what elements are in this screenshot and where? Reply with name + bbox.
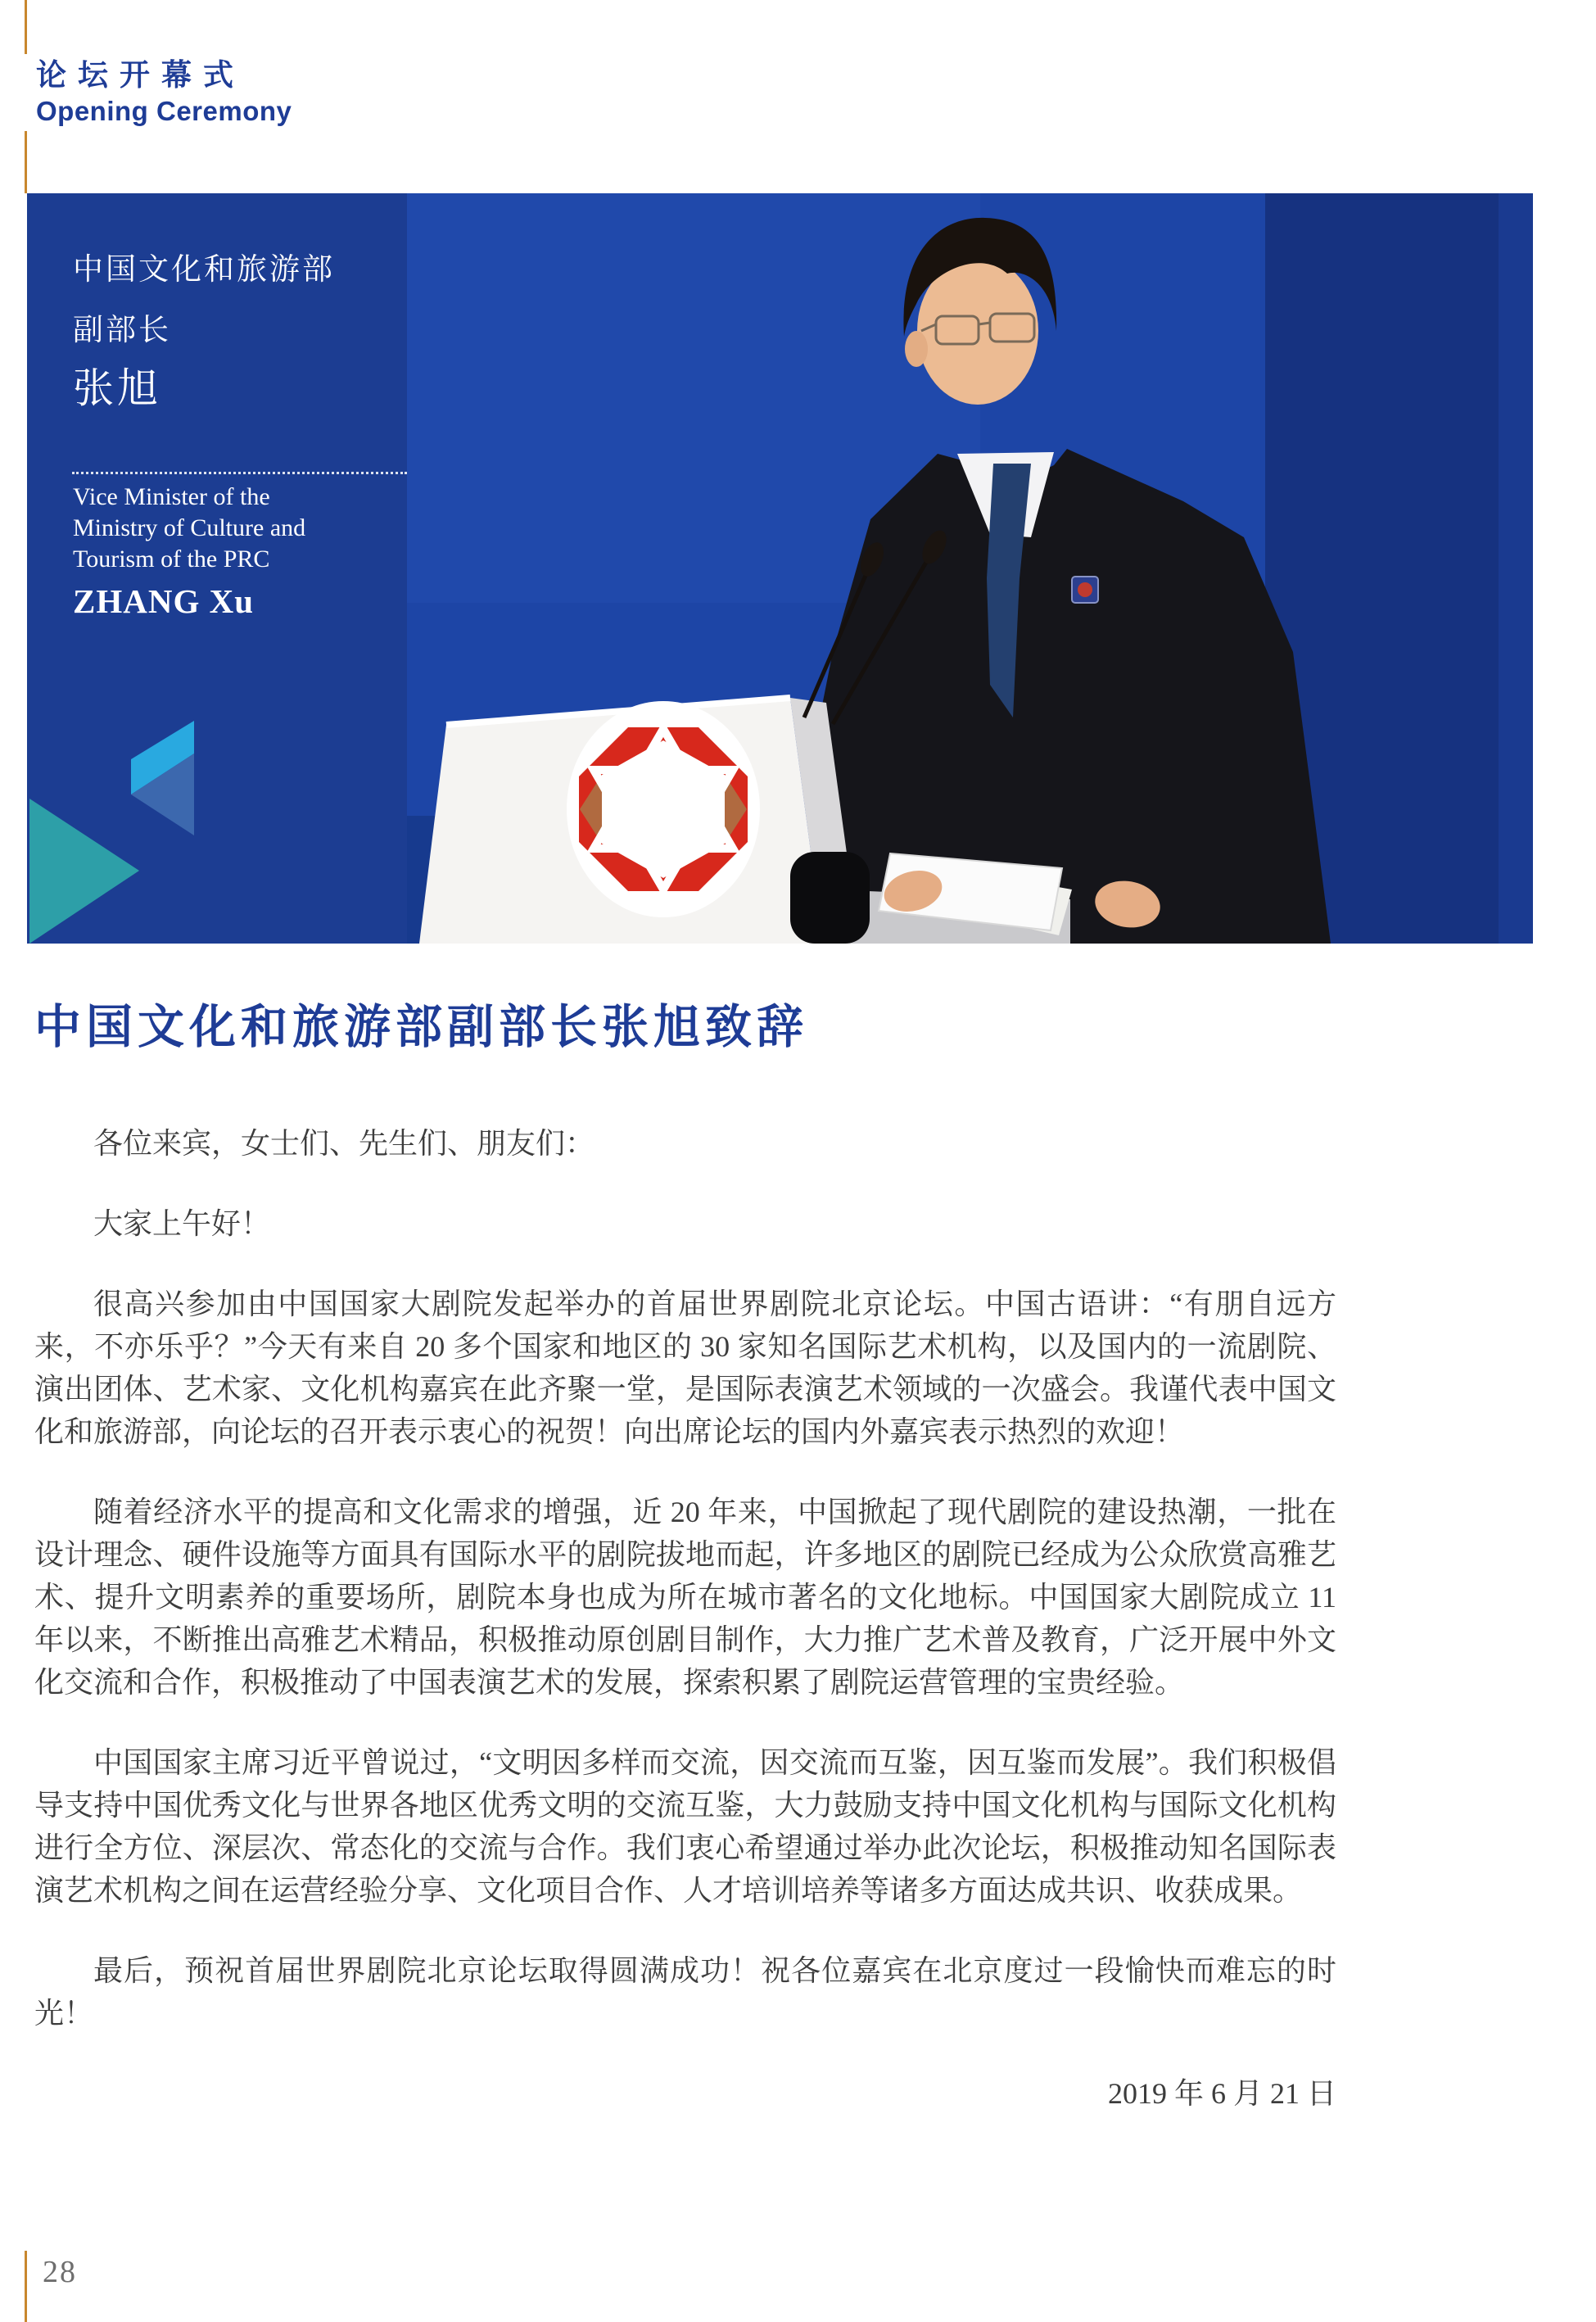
- section-title-zh: 论坛开幕式: [36, 58, 245, 92]
- speech-body: [34, 1122, 1336, 2152]
- speaker-org-zh: 中国文化和旅游部: [73, 253, 335, 287]
- speech-paragraph: 中国国家主席习近平曾说过，“文明因多样而交流，因交流而互鉴，因互鉴而发展”。我们积极倡导支持中国优秀文化与世界各地区优秀文明的交流互鉴，大力鼓励支持中国文化机构与国际文化机构进行全方位、深层次、常态化的交流与合作。我们衷心希望通过举办此次论坛，积极推动知名国际表演艺术机构之间在运营经验分享、文化项目合作、人才培训培养等诸多方面达成共识、收获成果。: [34, 1746, 1336, 1907]
- speaker-title-en-line1: Vice Minister of the: [73, 483, 270, 510]
- speaker-info-panel: [27, 193, 407, 944]
- ear: [905, 331, 928, 367]
- left-margin-rule-mid: [25, 131, 27, 193]
- speaker-role-zh: 副部长: [73, 314, 171, 347]
- lapel-pin-icon: [1072, 577, 1098, 603]
- ncpa-logo: [567, 701, 760, 917]
- section-title-en: Opening Ceremony: [36, 96, 292, 126]
- teal-triangle-icon: [29, 799, 139, 944]
- speech-paragraph: 很高兴参加由中国国家大剧院发起举办的首届世界剧院北京论坛。中国古语讲：“有朋自远方来，不亦乐乎？”今天有来自 20 多个国家和地区的 30 家知名国际艺术机构，以及国内的一流剧院、演出团体、艺术家、文化机构嘉宾在此齐聚一堂，是国际表演艺术领域的一次盛会。我谨代表中国文化和旅游部，向论坛的召开表示衷心的祝贺！向出席论坛的国内外嘉宾表示热烈的欢迎！: [34, 1288, 1336, 1448]
- page-number: 28: [43, 2255, 77, 2289]
- mic-base: [790, 852, 870, 944]
- corner-decoration: [27, 193, 407, 944]
- stage-photo: [407, 193, 1533, 944]
- left-margin-rule-bottom: [25, 2251, 27, 2322]
- speech-date: 2019 年 6 月 21 日: [1107, 2077, 1336, 2110]
- stage-photo-scene: [407, 193, 1533, 944]
- photo-block: [27, 193, 1533, 944]
- speaker-title-en-line3: Tourism of the PRC: [73, 545, 270, 573]
- speaker-name-en: ZHANG Xu: [73, 582, 255, 620]
- section-header: [36, 57, 292, 129]
- speech-paragraph: 最后，预祝首届世界剧院北京论坛取得圆满成功！祝各位嘉宾在北京度过一段愉快而难忘的时光！: [34, 1954, 1336, 2030]
- speaker-name-zh: 张旭: [73, 365, 161, 411]
- backdrop-edge-band: [1499, 193, 1533, 944]
- speech-paragraph: 大家上午好！: [93, 1207, 271, 1240]
- speech-paragraph: 随着经济水平的提高和文化需求的增强，近 20 年来，中国掀起了现代剧院的建设热潮，一批在设计理念、硬件设施等方面具有国际水平的剧院拔地而起，许多地区的剧院已经成为公众欣赏高雅艺术、提升文明素养的重要场所，剧院本身也成为所在城市著名的文化地标。中国国家大剧院成立 11 年以来，不断推出高雅艺术精品，积极推动原创剧目制作，大力推广艺术普及教育，广泛开展中外文化交流和合作，积极推动了中国表演艺术的发展，探索积累了剧院运营管理的宝贵经验。: [34, 1496, 1336, 1699]
- left-margin-rule-top: [25, 0, 27, 54]
- speech-paragraph: 各位来宾，女士们、先生们、朋友们：: [93, 1127, 595, 1160]
- speaker-title-en-line2: Ministry of Culture and: [73, 514, 306, 541]
- article-heading: 中国文化和旅游部副部长张旭致辞: [34, 1001, 808, 1053]
